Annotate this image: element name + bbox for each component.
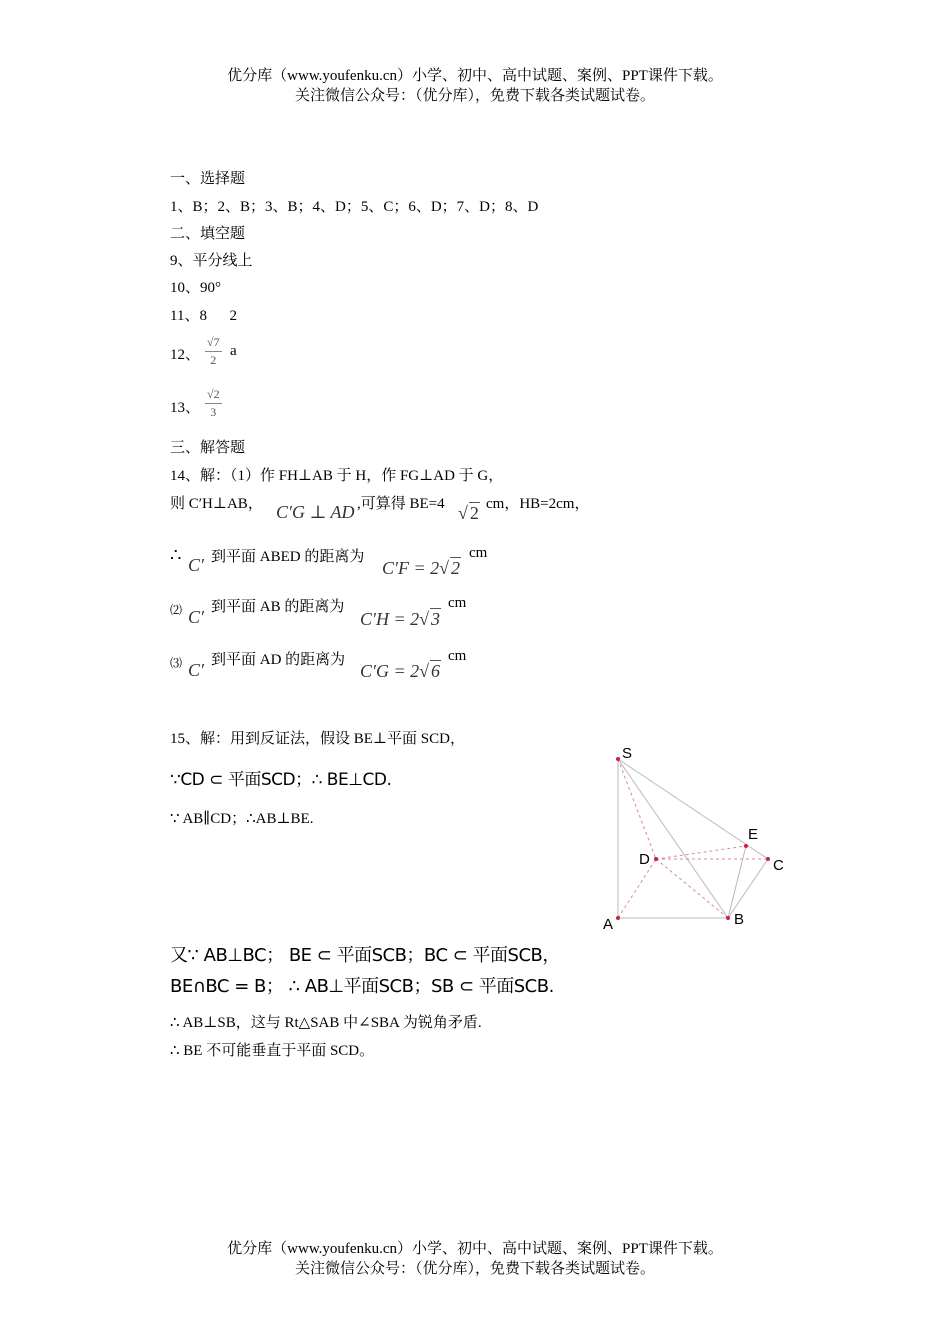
answer-13-label: 13、 (170, 400, 201, 416)
header-line-1: 优分库（www.youfenku.cn）小学、初中、高中试题、案例、PPT课件下载。 (227, 68, 723, 84)
q15-line-5: BE∩BC = B； ∴ AB⊥平面SCB；SB ⊂ 平面SCB. (170, 976, 554, 997)
q15-line-2: ∵CD ⊂ 平面SCD；∴ BE⊥CD. (170, 770, 392, 790)
segment-db (656, 859, 728, 918)
q14-line-4-formula-text: C′H = 2 (360, 609, 420, 629)
q14-line-4-unit: cm (448, 595, 467, 611)
section-1-answers: 1、B；2、B；3、B；4、D；5、C；6、D；7、D；8、D (170, 199, 539, 215)
q14-line-5-text: 到平面 AD 的距离为 (211, 652, 346, 668)
point-b (726, 916, 730, 920)
q14-line-2-c: cm，HB=2cm， (486, 496, 590, 512)
point-c (766, 857, 770, 861)
q14-line-5-unit: cm (448, 648, 467, 664)
answer-13-numerator: √2 (205, 387, 222, 404)
q15-line-7: ∴ BE 不可能垂直于平面 SCD。 (170, 1043, 375, 1059)
label-b: B (734, 911, 745, 928)
q14-line-1: 14、解：（1）作 FH⊥AB 于 H，作 FG⊥AD 于 G， (170, 468, 504, 484)
q14-line-4-text: 到平面 AB 的距离为 (211, 599, 345, 615)
edge-sb (618, 759, 728, 918)
q14-line-2-a: 则 C′H⊥AB， (170, 496, 263, 512)
q14-line-4-radicand: 3 (430, 609, 440, 629)
q14-line-3-formula-text: C′F = 2 (382, 558, 440, 578)
q15-line-4: 又∵ AB⊥BC； BE ⊂ 平面SCB；BC ⊂ 平面SCB， (170, 945, 560, 966)
section-1-title: 一、选择题 (170, 171, 246, 187)
header-line-2: 关注微信公众号：（优分库），免费下载各类试题试卷。 (294, 88, 655, 104)
q14-line-2-radicand: 2 (469, 503, 479, 523)
answer-9: 9、平分线上 (170, 253, 253, 269)
point-e (744, 844, 748, 848)
q14-line-2-sqrt: √ 2 (458, 503, 479, 523)
answer-11: 11、8 2 (170, 308, 237, 324)
answer-10: 10、90° (170, 280, 221, 296)
q14-line-5-formula-text: C′G = 2 (360, 661, 420, 681)
q15-line-1: 15、解：用到反证法，假设 BE⊥平面 SCD， (170, 731, 465, 747)
q14-line-5-radicand: 6 (430, 661, 440, 681)
q14-line-2-b: ,可算得 BE=4 (357, 496, 445, 512)
q14-line-3-therefore: ∴ (170, 545, 182, 565)
label-d: D (639, 851, 650, 868)
label-a: A (603, 916, 614, 933)
q14-line-3-cprime: C′ (188, 555, 204, 575)
segment-de (656, 846, 746, 859)
q15-line-6: ∴ AB⊥SB，这与 Rt△SAB 中∠SBA 为锐角矛盾. (170, 1015, 482, 1031)
point-a (616, 916, 620, 920)
q14-line-5-cprime: C′ (188, 660, 204, 680)
q14-line-5-number: ⑶ (170, 656, 183, 670)
q14-line-5-formula: C′G = 2√ 6 (360, 661, 440, 681)
edge-sd (618, 759, 656, 859)
q14-line-4-cprime: C′ (188, 607, 204, 627)
label-s: S (622, 745, 633, 762)
footer-line-1: 优分库（www.youfenku.cn）小学、初中、高中试题、案例、PPT课件下载。 (227, 1241, 723, 1257)
edge-bc (728, 859, 768, 918)
label-c: C (773, 857, 784, 874)
answer-12-denominator: 2 (210, 353, 217, 367)
segment-be (728, 846, 746, 918)
label-e: E (748, 826, 759, 843)
q15-line-3: ∵ AB∥CD；∴AB⊥BE. (170, 811, 314, 827)
answer-12-label: 12、 (170, 347, 201, 363)
section-3-title: 三、解答题 (170, 440, 246, 456)
q14-line-3-unit: cm (469, 545, 488, 561)
q14-line-3-text: 到平面 ABED 的距离为 (211, 549, 365, 565)
edge-ad (618, 859, 656, 918)
q14-line-3-radicand: 2 (450, 558, 460, 578)
footer-line-2: 关注微信公众号：（优分库），免费下载各类试题试卷。 (294, 1261, 655, 1277)
point-d (654, 857, 658, 861)
answer-12-tail: a (230, 343, 237, 359)
answer-13-denominator: 3 (210, 405, 217, 419)
answer-12-numerator: √7 (205, 335, 222, 352)
q14-line-3-formula: C′F = 2√ 2 (382, 558, 460, 578)
q14-line-4-formula: C′H = 2√ 3 (360, 609, 440, 629)
point-s (616, 757, 620, 761)
section-2-title: 二、填空题 (170, 226, 246, 242)
q14-line-4-number: ⑵ (170, 603, 183, 617)
edge-sc (618, 759, 768, 859)
q14-line-2-formula: C′G ⊥ AD (276, 502, 355, 522)
